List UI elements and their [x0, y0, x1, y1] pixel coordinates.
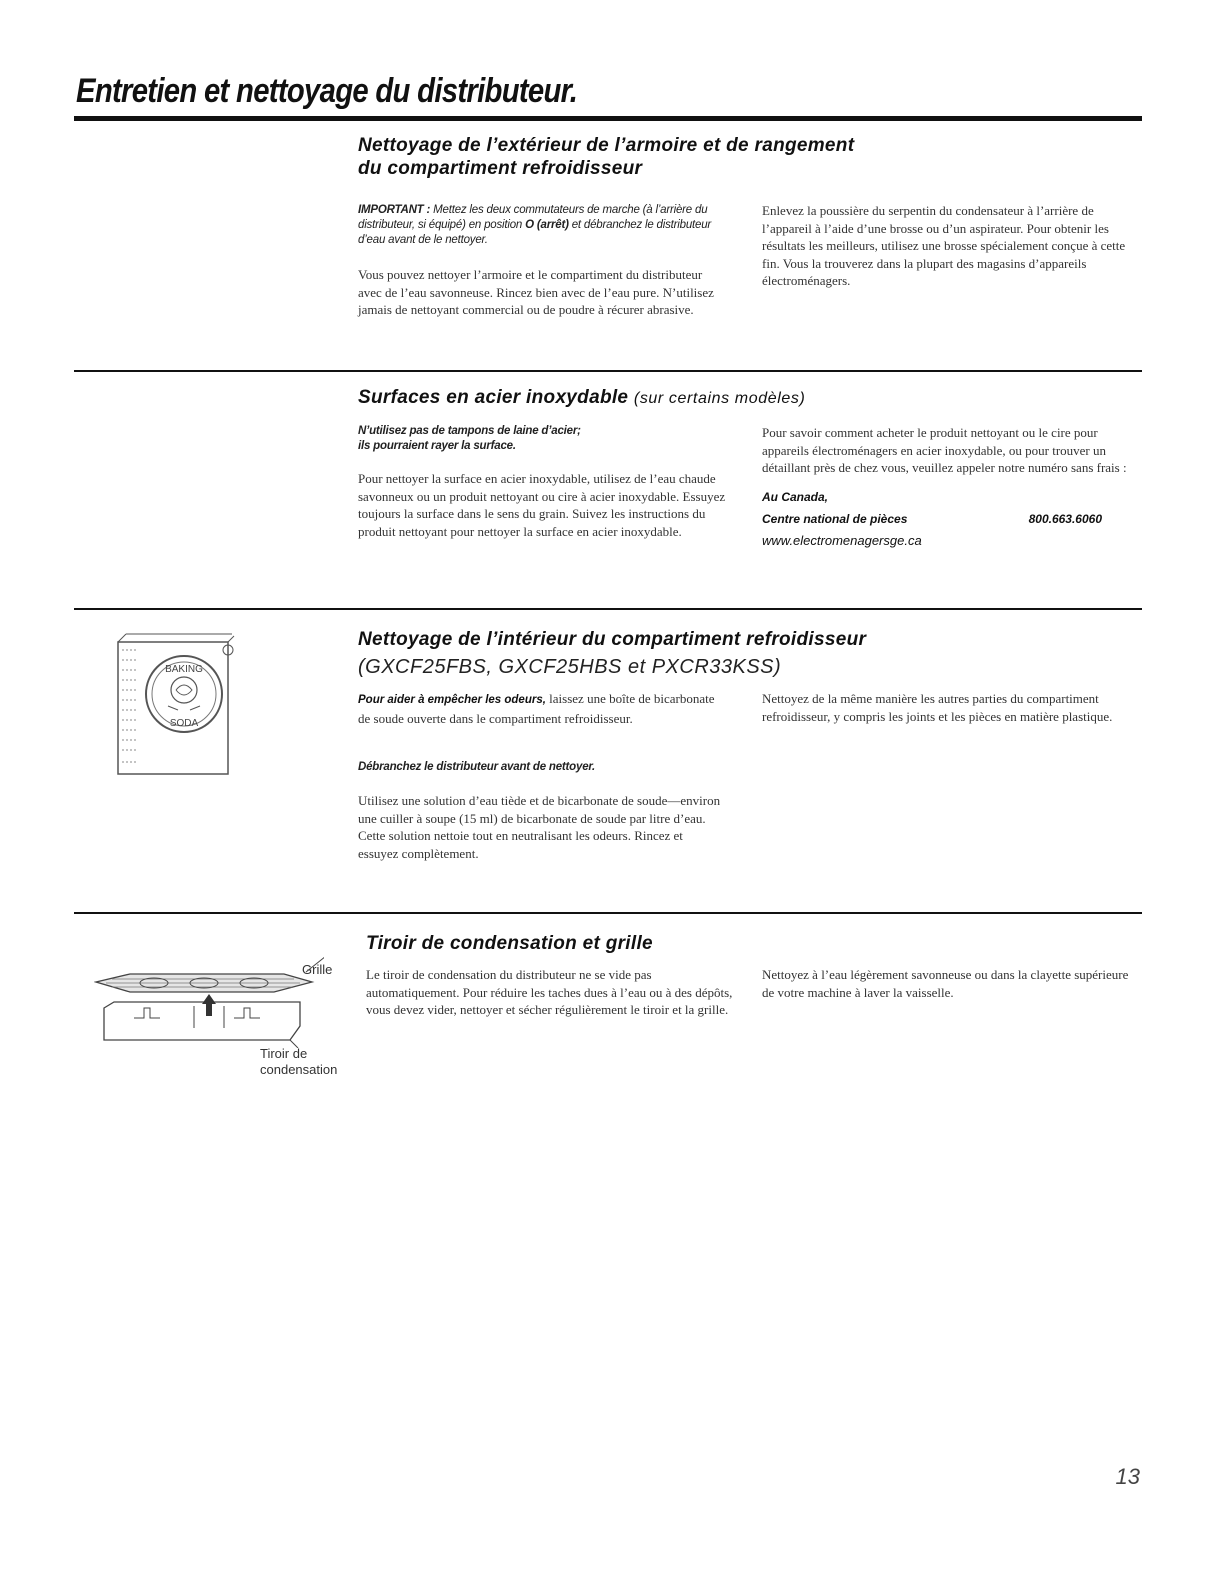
contact-block	[762, 486, 1102, 552]
contact-web[interactable]: www.electromenagersge.ca	[762, 533, 922, 548]
exterior-heading-line1: Nettoyage de l’extérieur de l’armoire et de rangement	[358, 135, 855, 156]
grille-label: Grille	[302, 962, 333, 977]
interior-body-left2: Utilisez une solution d’eau tiède et de bicarbonate de soude—environ une cuiller à soupe (15 ml) de bicarbonate de soude par litre d’eau. Cette solution nettoie tout en neutralisant les odeurs. Rincez et essuyez complètement.	[358, 793, 721, 861]
interior-heading: Nettoyage de l’intérieur du compartiment refroidisseur	[358, 629, 867, 650]
important-off: O (arrêt)	[525, 219, 569, 231]
baking-soda-box-illustration	[112, 630, 238, 776]
exterior-heading	[358, 134, 854, 180]
tray-label-line2: condensation	[260, 1062, 338, 1077]
warning-line2: ils pourraient rayer la surface.	[358, 440, 516, 452]
stainless-body-left: Pour nettoyer la surface en acier inoxydable, utilisez de l’eau chaude savonneux ou un produit nettoyant ou cire à acier inoxydable. Essuyez toujours la surface dans le sens du grain. Suivez les instructions du produit nettoyant pour nettoyer la surface en acier inoxydable.	[358, 471, 726, 539]
contact-phone[interactable]: 800.663.6060	[1028, 512, 1102, 526]
important-text: Mettez les deux commutateurs de marche (à l’arrière du distributeur, si équipé) en position	[358, 204, 708, 231]
contact-region: Au Canada,	[762, 490, 829, 504]
box-text-top: BAKING	[165, 664, 203, 675]
drip-tray-illustration	[94, 952, 324, 1048]
drip-tray-body-left: Le tiroir de condensation du distributeur ne se vide pas automatiquement. Pour réduire les taches dues à l’eau ou à des dépôts, vous devez vider, nettoyer et sécher régulièrement le tiroir et la grille.	[366, 967, 733, 1018]
section-rule-1	[74, 370, 1142, 372]
drip-tray-body-right: Nettoyez à l’eau légèrement savonneuse ou dans la clayette supérieure de votre machine à laver la vaisselle.	[762, 967, 1129, 1000]
stainless-heading	[358, 386, 805, 410]
interior-models: (GXCF25FBS, GXCF25HBS et PXCR33KSS)	[358, 656, 782, 678]
stainless-body-right: Pour savoir comment acheter le produit nettoyant ou le cire pour appareils électroménagers en acier inoxydable, ou pour trouver un détaillant près de chez vous, veuillez appeler notre numéro sans frais :	[762, 425, 1127, 476]
tray-label-line1: Tiroir de	[260, 1046, 308, 1061]
odor-lead-bold: Pour aider à empêcher les odeurs,	[358, 694, 546, 706]
title-rule	[74, 116, 1142, 121]
page-number: 13	[1115, 1464, 1140, 1489]
drip-tray-heading: Tiroir de condensation et grille	[366, 933, 653, 954]
exterior-heading-line2: du compartiment refroidisseur	[358, 158, 643, 179]
odor-lead-text: laissez une boîte de bicarbonate de soude ouverte dans le compartiment refroidisseur.	[358, 691, 715, 726]
interior-body-right: Nettoyez de la même manière les autres parties du compartiment refroidisseur, y compris les joints et les pièces en matière plastique.	[762, 691, 1113, 724]
page-title: Entretien et nettoyage du distributeur.	[76, 72, 578, 110]
unplug-note: Débranchez le distributeur avant de nettoyer.	[358, 761, 596, 773]
important-note	[358, 203, 738, 248]
exterior-body-right: Enlevez la poussière du serpentin du condensateur à l’arrière de l’appareil à l’aide d’une brosse ou d’un aspirateur. Pour obtenir les résultats les meilleurs, utilisez une brosse spécialement conçue à cette fin. Vous la trouverez dans la plupart des magasins d’appareils électroménagers.	[762, 203, 1126, 289]
box-text-bottom: SODA	[169, 718, 199, 729]
warning-line1: N’utilisez pas de tampons de laine d’acier;	[358, 425, 581, 437]
stainless-heading-note: (sur certains modèles)	[633, 390, 806, 407]
exterior-body-left: Vous pouvez nettoyer l’armoire et le compartiment du distributeur avec de l’eau savonneuse. Rincez bien avec de l’eau pure. N’utilisez jamais de nettoyant commercial ou de poudre à récurer abrasive.	[358, 267, 714, 318]
stainless-heading-text: Surfaces en acier inoxydable	[358, 387, 629, 408]
important-label: IMPORTANT :	[358, 204, 431, 216]
contact-row	[762, 508, 1102, 530]
important-text2: et débranchez le distributeur d’eau avant de le nettoyer.	[358, 219, 712, 246]
section-rule-2	[74, 608, 1142, 610]
interior-lead	[358, 690, 726, 727]
contact-center: Centre national de pièces	[762, 512, 908, 526]
steel-wool-warning	[358, 424, 728, 454]
section-rule-3	[74, 912, 1142, 914]
tray-label	[260, 1046, 337, 1078]
